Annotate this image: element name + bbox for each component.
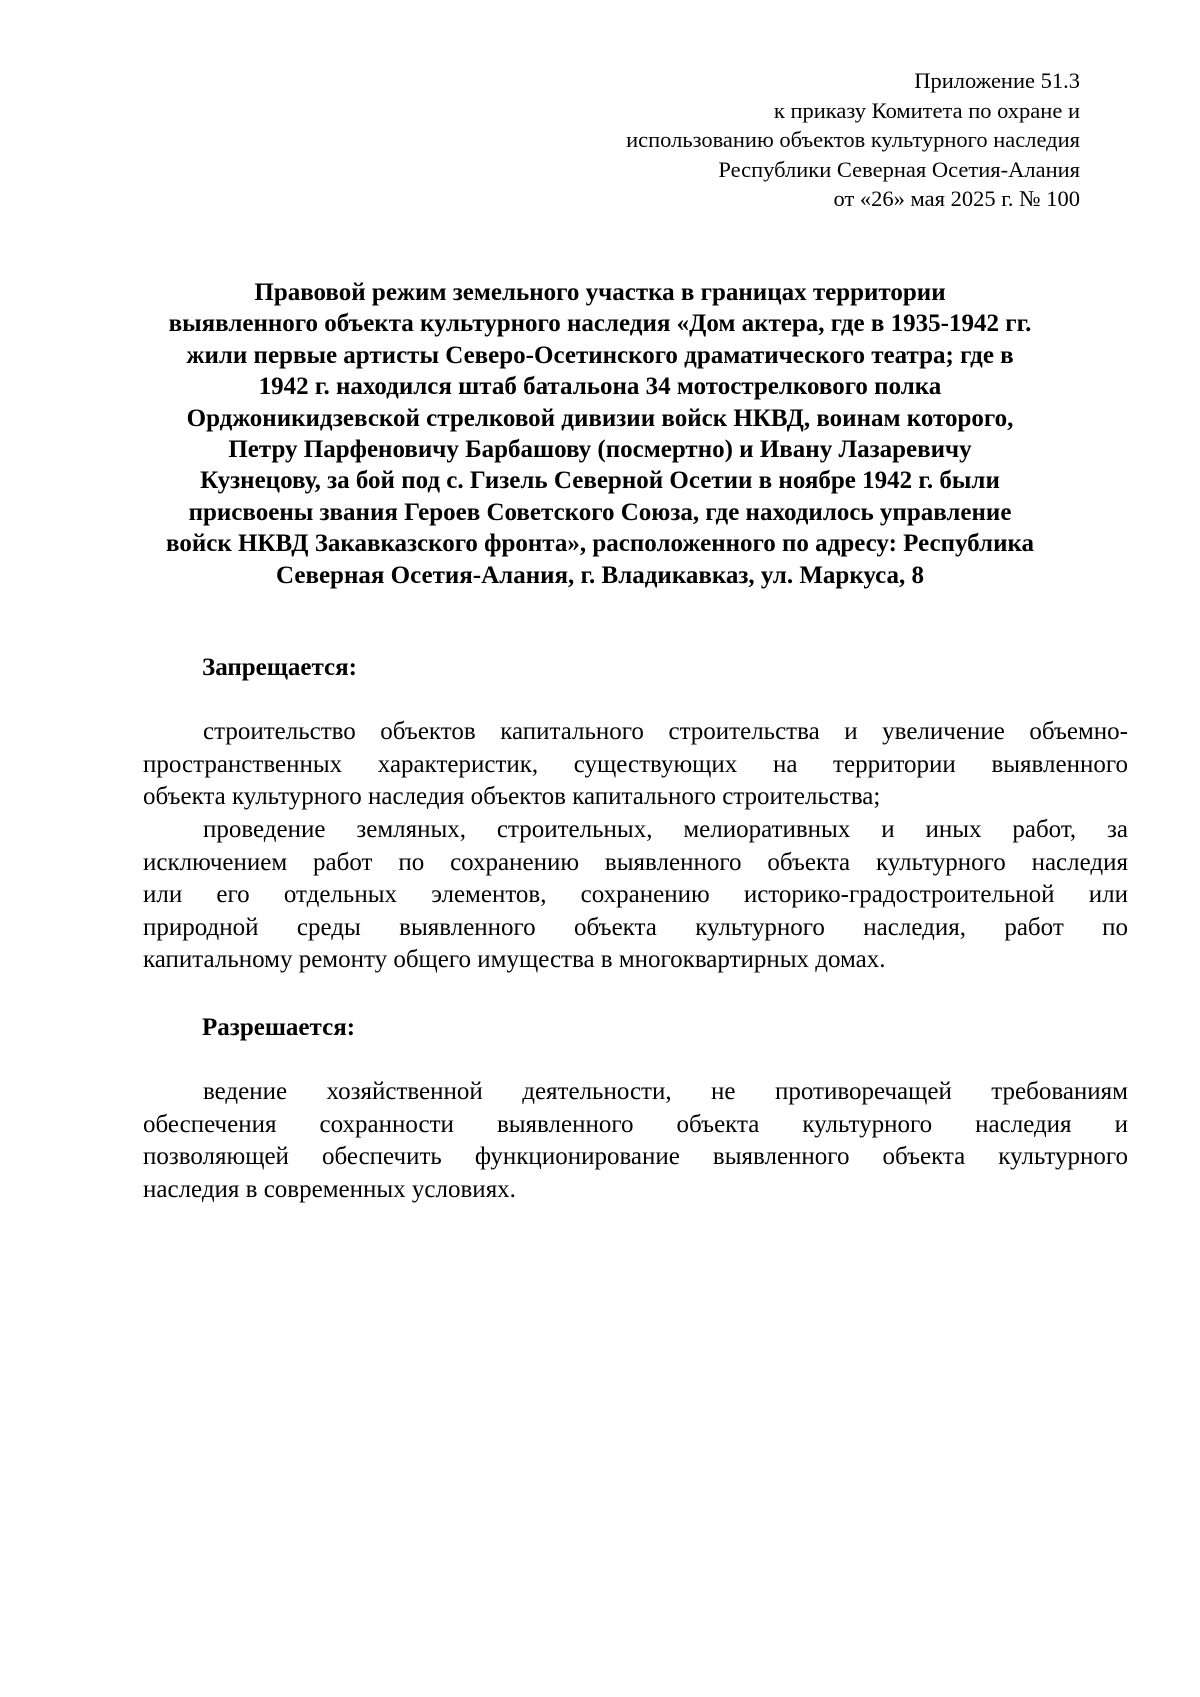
title-line: войск НКВД Закавказского фронта», расположенного по адресу: Республика (166, 530, 1034, 558)
title-line: выявленного объекта культурного наследия «Дом актера, где в 1935-1942 гг. (168, 310, 1032, 338)
title-line: Кузнецову, за бой под с. Гизель Северной Осетии в ноябре 1942 г. были (200, 467, 1000, 495)
paragraph-line: или его отдельных элементов, сохранению историко-градостроительной или (143, 881, 1128, 909)
paragraph-line: наследия в современных условиях. (143, 1175, 516, 1203)
annex-reference (520, 66, 1080, 214)
paragraph-line: капитальному ремонту общего имущества в многоквартирных домах. (143, 946, 886, 974)
prohibited-paragraph-construction (143, 716, 1128, 814)
title-line: жили первые артисты Северо-Осетинского драматического театра; где в (186, 341, 1014, 369)
title-line: Петру Парфеновичу Барбашову (посмертно) и Ивану Лазаревичу (228, 436, 972, 464)
paragraph-line: объекта культурного наследия объектов капитального строительства; (143, 783, 881, 811)
prohibited-heading: Запрещается: (202, 654, 358, 681)
annex-order-line: к приказу Комитета по охране и (773, 97, 1080, 123)
annex-committee-line: использованию объектов культурного наследия (626, 127, 1080, 152)
document-title (140, 277, 1060, 591)
paragraph-line: пространственных характеристик, существующих на территории выявленного (143, 750, 1128, 778)
prohibited-paragraph-works (143, 814, 1128, 977)
title-line: Правовой режим земельного участка в границах территории (254, 279, 946, 306)
annex-number: Приложение 51.3 (914, 68, 1080, 93)
paragraph-line: природной среды выявленного объекта культурного наследия, работ по (143, 913, 1128, 941)
permitted-heading: Разрешается: (202, 1014, 356, 1041)
paragraph-line: обеспечения сохранности выявленного объекта культурного наследия и (143, 1110, 1128, 1138)
title-line: Северная Осетия-Алания, г. Владикавказ, ул. Маркуса, 8 (276, 561, 924, 589)
paragraph-line: строительство объектов капитального строительства и увеличение объемно- (203, 718, 1128, 745)
permitted-paragraph-activity (143, 1076, 1128, 1206)
paragraph-line: позволяющей обеспечить функционирование выявленного объекта культурного (143, 1143, 1128, 1171)
annex-republic-line: Республики Северная Осетия-Алания (718, 156, 1080, 182)
paragraph-line: исключением работ по сохранению выявленного объекта культурного наследия (143, 848, 1128, 876)
title-line: 1942 г. находился штаб батальона 34 мотострелкового полка (258, 373, 942, 401)
paragraph-line: проведение земляных, строительных, мелиоративных и иных работ, за (203, 816, 1128, 843)
annex-date-line: от «26» мая 2025 г. № 100 (833, 186, 1080, 211)
title-line: Орджоникидзевской стрелковой дивизии войск НКВД, воинам которого, (186, 404, 1014, 432)
paragraph-line: ведение хозяйственной деятельности, не противоречащей требованиям (203, 1078, 1128, 1105)
title-line: присвоены звания Героев Советского Союза, где находилось управление (188, 498, 1012, 526)
